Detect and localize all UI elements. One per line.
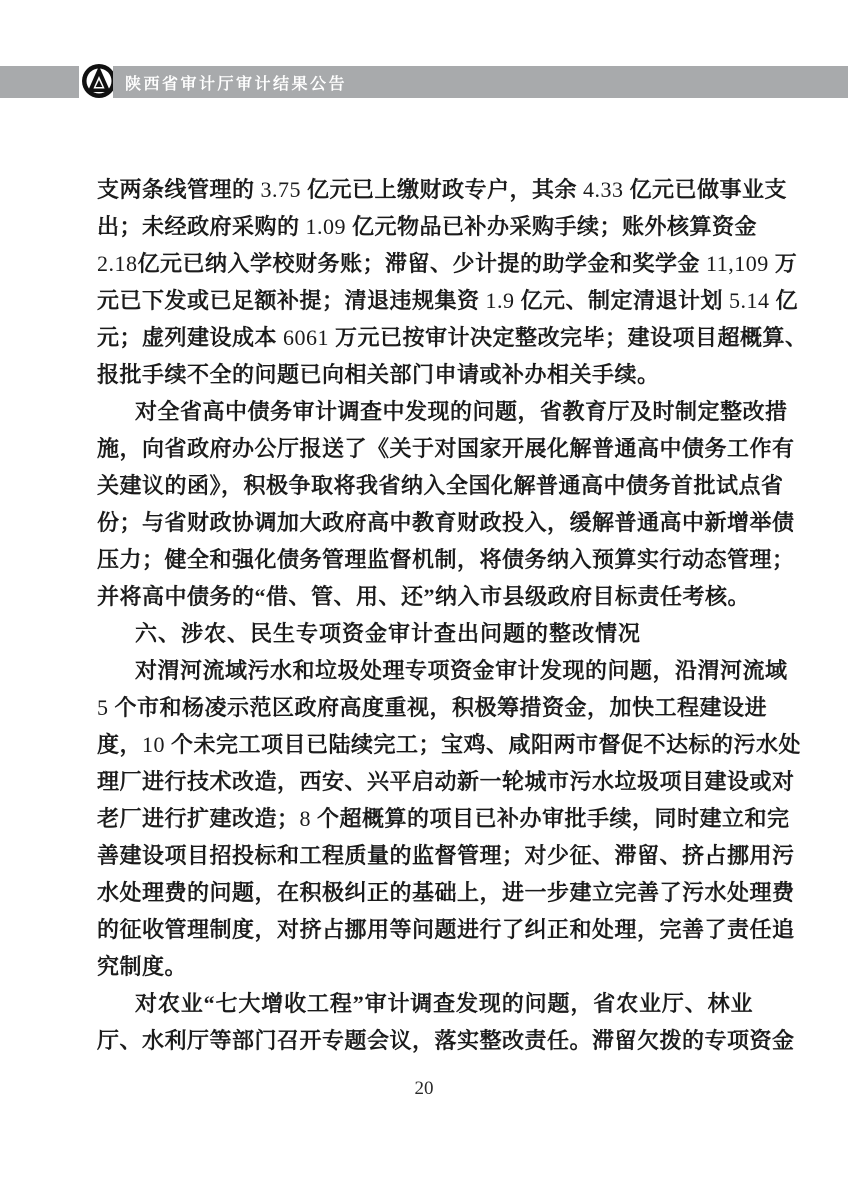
section-heading: 六、涉农、民生专项资金审计查出问题的整改情况 [135,621,642,646]
text-line: 厅、水利厅等部门召开专题会议，落实整改责任。滞留欠拨的专项资金 [97,1028,795,1053]
text-line: 2.18亿元已纳入学校财务账；滞留、少计提的助学金和奖学金 11,109 万 [97,251,798,276]
text-line: 水处理费的问题，在积极纠正的基础上，进一步建立完善了污水处理费 [97,880,795,905]
document-body [97,171,808,1059]
text-line: 对农业“七大增收工程”审计调查发现的问题，省农业厅、林业 [135,991,753,1016]
text-line: 老厂进行扩建改造；8 个超概算的项目已补办审批手续，同时建立和完 [97,806,790,831]
header-title: 陕西省审计厅审计结果公告 [125,75,348,93]
page-number: 20 [414,1078,434,1099]
text-line: 究制度。 [97,954,188,979]
text-line: 施，向省政府办公厅报送了《关于对国家开展化解普通高中债务工作有 [97,436,795,461]
text-line: 善建设项目招投标和工程质量的监督管理；对少征、滞留、挤占挪用污 [97,843,795,868]
text-line: 出；未经政府采购的 1.09 亿元物品已补办采购手续；账外核算资金 [97,214,758,239]
text-line: 元；虚列建设成本 6061 万元已按审计决定整改完毕；建设项目超概算、 [97,325,808,350]
text-line: 关建议的函》，积极争取将我省纳入全国化解普通高中债务首批试点省 [97,473,784,498]
text-line: 的征收管理制度，对挤占挪用等问题进行了纠正和处理，完善了责任追 [97,917,795,942]
text-line: 对全省高中债务审计调查中发现的问题，省教育厅及时制定整改措 [135,399,788,424]
text-line: 报批手续不全的问题已向相关部门申请或补办相关手续。 [97,362,660,387]
header-bar-right-segment [113,66,848,98]
text-line: 理厂进行技术改造，西安、兴平启动新一轮城市污水垃圾项目建设或对 [97,769,795,794]
text-line: 元已下发或已足额补提；清退违规集资 1.9 亿元、制定清退计划 5.14 亿 [97,288,799,313]
text-line: 支两条线管理的 3.75 亿元已上缴财政专户，其余 4.33 亿元已做事业支 [97,177,788,202]
text-line: 度，10 个未完工项目已陆续完工；宝鸡、咸阳两市督促不达标的污水处 [97,732,802,757]
header-bar-left-segment [0,66,79,98]
text-line: 压力；健全和强化债务管理监督机制，将债务纳入预算实行动态管理； [97,547,795,572]
audit-emblem-icon [81,62,117,100]
text-line: 并将高中债务的“借、管、用、还”纳入市县级政府目标责任考核。 [97,584,751,609]
text-line: 对渭河流域污水和垃圾处理专项资金审计发现的问题，沿渭河流域 [135,658,788,683]
header-bar [0,66,848,98]
text-line: 份；与省财政协调加大政府高中教育财政投入，缓解普通高中新增举债 [97,510,795,535]
text-line: 5 个市和杨凌示范区政府高度重视，积极筹措资金，加快工程建设进 [97,695,768,720]
